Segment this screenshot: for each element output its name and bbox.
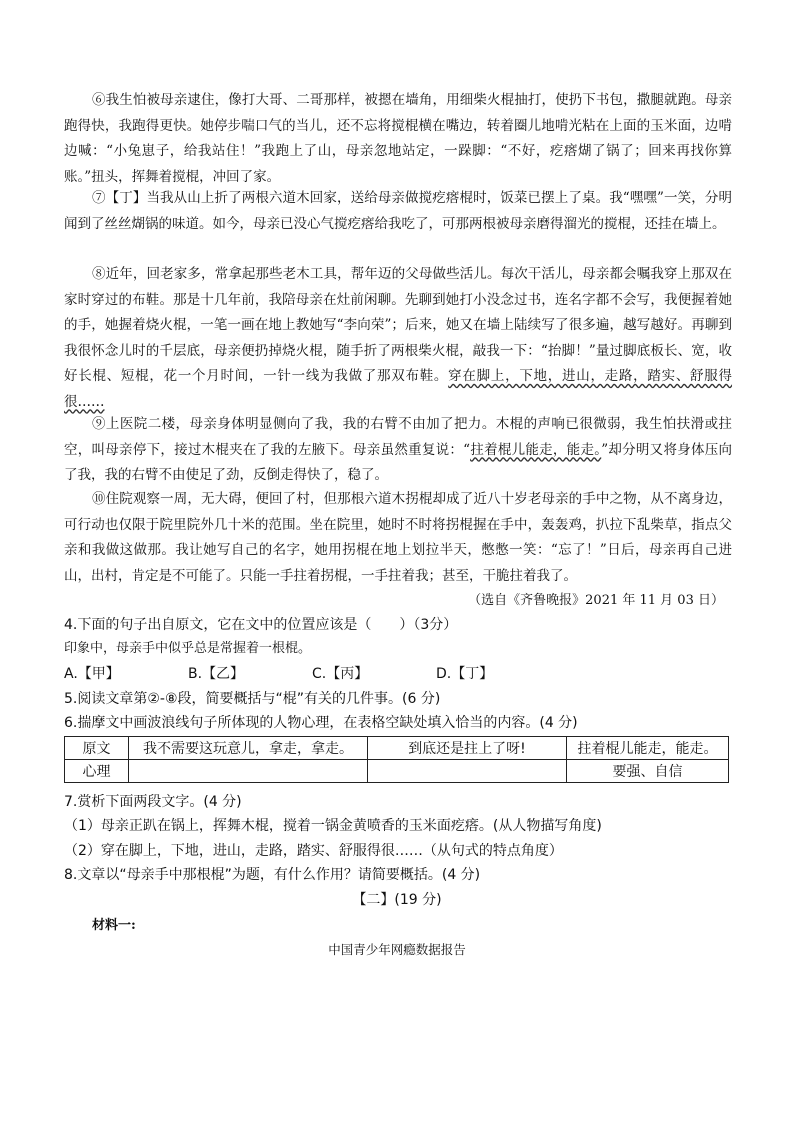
paragraph-6: ⑥我生怕被母亲逮住，像打大哥、二哥那样，被摁在墙角，用细柴火棍抽打，使扔下书包，撒腿就跑。母亲跑得快，我跑得更快。她停步喘口气的当儿，还不忘将搅棍横在嘴边，转着圈儿地啃光粘在上面的玉米面，边啃边喊：“小兔崽子，给我站住！”我跑上了山，母亲忽地站定，一跺脚：“不好，疙瘩煳了锅了；回来再找你算账。”扭头，挥舞着搅棍，冲回了家。	[64, 92, 732, 185]
option-b: B.【乙】	[188, 666, 245, 682]
question-4-sentence: 印象中，母亲手中似乎总是常握着一根棍。	[64, 641, 312, 656]
report-title: 中国青少年网瘾数据报告	[328, 942, 466, 957]
question-4: 4.下面的句子出自原文，它在文中的位置应该是（ ）（3分）	[64, 617, 458, 633]
question-4-options	[64, 663, 560, 683]
paragraph-7: ⑦【丁】当我从山上折了两根六道木回家，送给母亲做搅疙瘩棍时，饭菜已摆上了桌。我“嘿嘿”一笑，分明闻到了丝丝煳锅的味道。如今，母亲已没心气搅疙瘩给我吃了，可那两根被母亲磨得溜光的搅棍，还挂在墙上。	[64, 190, 732, 232]
material-label: 材料一:	[92, 918, 136, 933]
option-d: D.【丁】	[436, 666, 494, 682]
table-row	[65, 737, 729, 760]
question-8: 8.文章以“母亲手中那根棍”为题，有什么作用？请简要概括。(4 分)	[64, 867, 481, 883]
paragraph-8-text: ⑧近年，回老家多，常拿起那些老木工具，帮年迈的父母做些活儿。每次干活儿，母亲都会嘱我穿上那双在家时穿过的布鞋。那是十几年前，我陪母亲在灶前闲聊。先聊到她打小没念过书，连名字都不会写，我便握着她的手，她握着烧火棍，一笔一画在地上教她写“李向荣”；后来，她又在墙上陆续写了很多遍，越写越好。再聊到我很怀念儿时的千层底，母亲便扔掉烧火棍，随手折了两根柴火棍，敲我一下：“抬脚！”量过脚底板长、宽，收好长棍、短棍，花一个月时间，一针一线为我做了那双布鞋。	[64, 266, 732, 384]
answer-blank-cell[interactable]	[368, 760, 567, 783]
question-7-part-2: （2）穿在脚上，下地，进山，走路，踏实、舒服得很……（从句式的特点角度）	[64, 843, 563, 859]
answer-blank-cell[interactable]	[129, 760, 368, 783]
table-cell: 到底还是拄上了呀!	[368, 737, 567, 760]
paragraph-9	[64, 412, 732, 489]
source-citation: （选自《齐鲁晚报》2021 年 11 月 03 日）	[468, 593, 724, 608]
psychology-table	[64, 736, 729, 783]
wavy-underline-sentence-8: 穿在脚上，下地，进山，走路，踏实、舒服得很……	[64, 368, 733, 410]
option-a: A.【甲】	[64, 666, 120, 682]
table-row	[65, 760, 729, 783]
question-5: 5.阅读文章第②-⑧段，简要概括与“棍”有关的几件事。(6 分)	[64, 691, 441, 707]
paragraph-9-text-b: ”却分明又将身体压向了我，我的右臂不由使足了劲，反倒走得快了，稳了。	[64, 441, 732, 483]
paragraph-8	[64, 262, 732, 415]
table-cell: 原文	[65, 737, 129, 760]
paragraph-10: ⑩住院观察一周，无大碍，便回了村，但那根六道木拐棍却成了近八十岁老母亲的手中之物，从不离身边，可行动也仅限于院里院外几十米的范围。坐在院里，她时不时将拐棍握在手中，轰轰鸡，扒拉下乱柴草，指点父亲和我做这做那。我让她写自己的名字，她用拐棍在地上划拉半天，憋憋一笑：“忘了！”日后，母亲再自己进山，出村，肯定是不可能了。只能一手拄着拐棍，一手拄着我；甚至，干脆拄着我了。	[64, 491, 732, 584]
option-c: C.【丙】	[312, 666, 369, 682]
wavy-underline-sentence-9: 拄着棍儿能走，能走。	[470, 441, 602, 458]
paragraph-9-text-a: ⑨上医院二楼，母亲身体明显侧向了我，我的右臂不由加了把力。木棍的声响已很微弱，我生怕扶滑或拄空，叫母亲停下，接过木棍夹在了我的左腋下。母亲虽然重复说：“	[64, 416, 732, 458]
question-7-part-1: （1）母亲正趴在锅上，挥舞木棍，搅着一锅金黄喷香的玉米面疙瘩。(从人物描写角度)	[64, 818, 602, 834]
table-cell: 心理	[65, 760, 129, 783]
question-7: 7.赏析下面两段文字。(4 分)	[64, 794, 242, 810]
section-heading: 【二】(19 分)	[352, 892, 442, 908]
table-cell: 要强、自信	[567, 760, 729, 783]
question-6: 6.揣摩文中画波浪线句子所体现的人物心理，在表格空缺处填入恰当的内容。(4 分)	[64, 715, 578, 731]
table-cell: 我不需要这玩意儿，拿走，拿走。	[129, 737, 368, 760]
table-cell: 拄着棍儿能走，能走。	[567, 737, 729, 760]
